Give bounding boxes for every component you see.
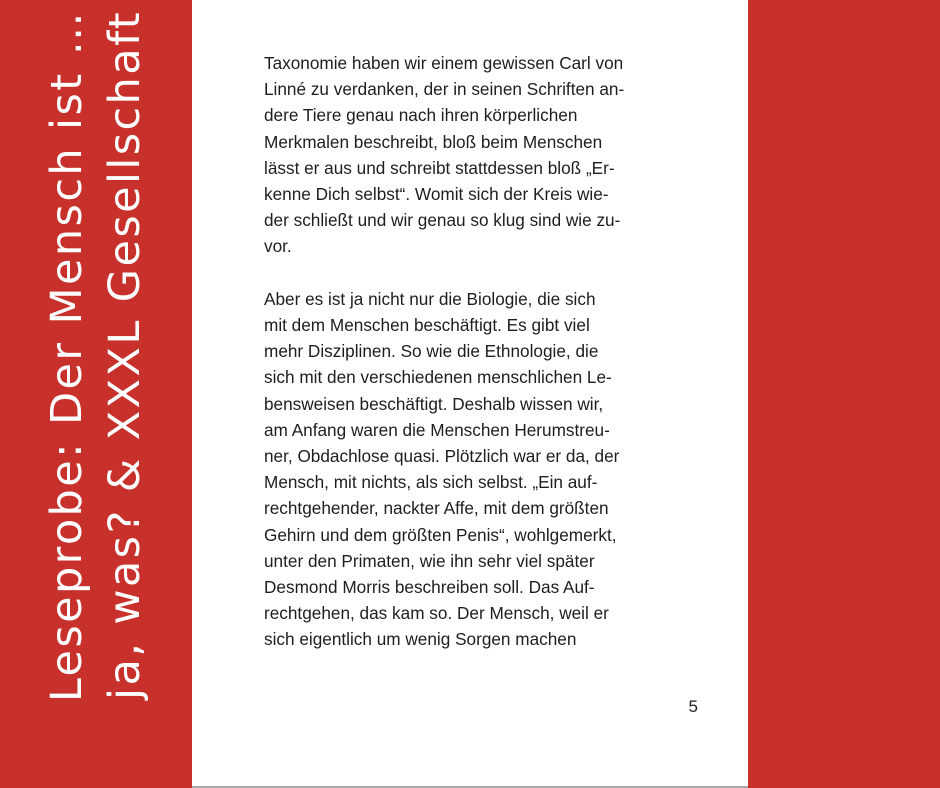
spine-title xyxy=(38,0,154,788)
text-line: Desmond Morris beschreiben soll. Das Auf- xyxy=(264,577,595,598)
text-line: mit dem Menschen beschäftigt. Es gibt viel xyxy=(264,315,590,336)
paragraph-2 xyxy=(264,286,704,653)
page-body-text xyxy=(264,50,704,679)
text-line: mehr Disziplinen. So wie die Ethnologie, die xyxy=(264,341,599,362)
book-page xyxy=(192,0,748,788)
text-line: der schließt und wir genau so klug sind wie zu- xyxy=(264,210,621,231)
text-line: Gehirn und dem größten Penis“, wohlgemerkt, xyxy=(264,524,617,545)
text-line: sich eigentlich um wenig Sorgen machen xyxy=(264,629,577,650)
text-line: vor. xyxy=(264,236,292,257)
text-line: ner, Obdachlose quasi. Plötzlich war er da, der xyxy=(264,446,620,467)
text-line: Mensch, mit nichts, als sich selbst. „Ein auf- xyxy=(264,472,598,493)
left-spine-band xyxy=(0,0,192,788)
text-line: Merkmalen beschreibt, bloß beim Menschen xyxy=(264,131,603,152)
right-red-band xyxy=(748,0,940,788)
text-line: Linné zu verdanken, der in seinen Schriften an- xyxy=(264,79,625,100)
text-line: Taxonomie haben wir einem gewissen Carl von xyxy=(264,53,624,73)
text-line: rechtgehender, nackter Affe, mit dem größten xyxy=(264,498,609,519)
text-line: Aber es ist ja nicht nur die Biologie, die sich xyxy=(264,288,596,309)
paragraph-1 xyxy=(264,50,704,260)
text-line: unter den Primaten, wie ihn sehr viel später xyxy=(264,550,595,571)
spine-title-line-1: Leseprobe: Der Mensch ist … xyxy=(42,10,92,703)
text-line: am Anfang waren die Menschen Herumstreu- xyxy=(264,419,610,440)
page-number: 5 xyxy=(688,697,698,716)
spine-title-line-2: ja, was? & XXXL Gesellschaft xyxy=(100,10,150,700)
text-line: bensweisen beschäftigt. Deshalb wissen wir, xyxy=(264,393,604,414)
text-line: sich mit den verschiedenen menschlichen Le- xyxy=(264,367,612,388)
text-line: dere Tiere genau nach ihren körperlichen xyxy=(264,105,578,126)
text-line: kenne Dich selbst“. Womit sich der Kreis wie- xyxy=(264,184,609,205)
text-line: rechtgehen, das kam so. Der Mensch, weil er xyxy=(264,603,609,624)
text-line: lässt er aus und schreibt stattdessen bloß „Er- xyxy=(264,157,615,178)
